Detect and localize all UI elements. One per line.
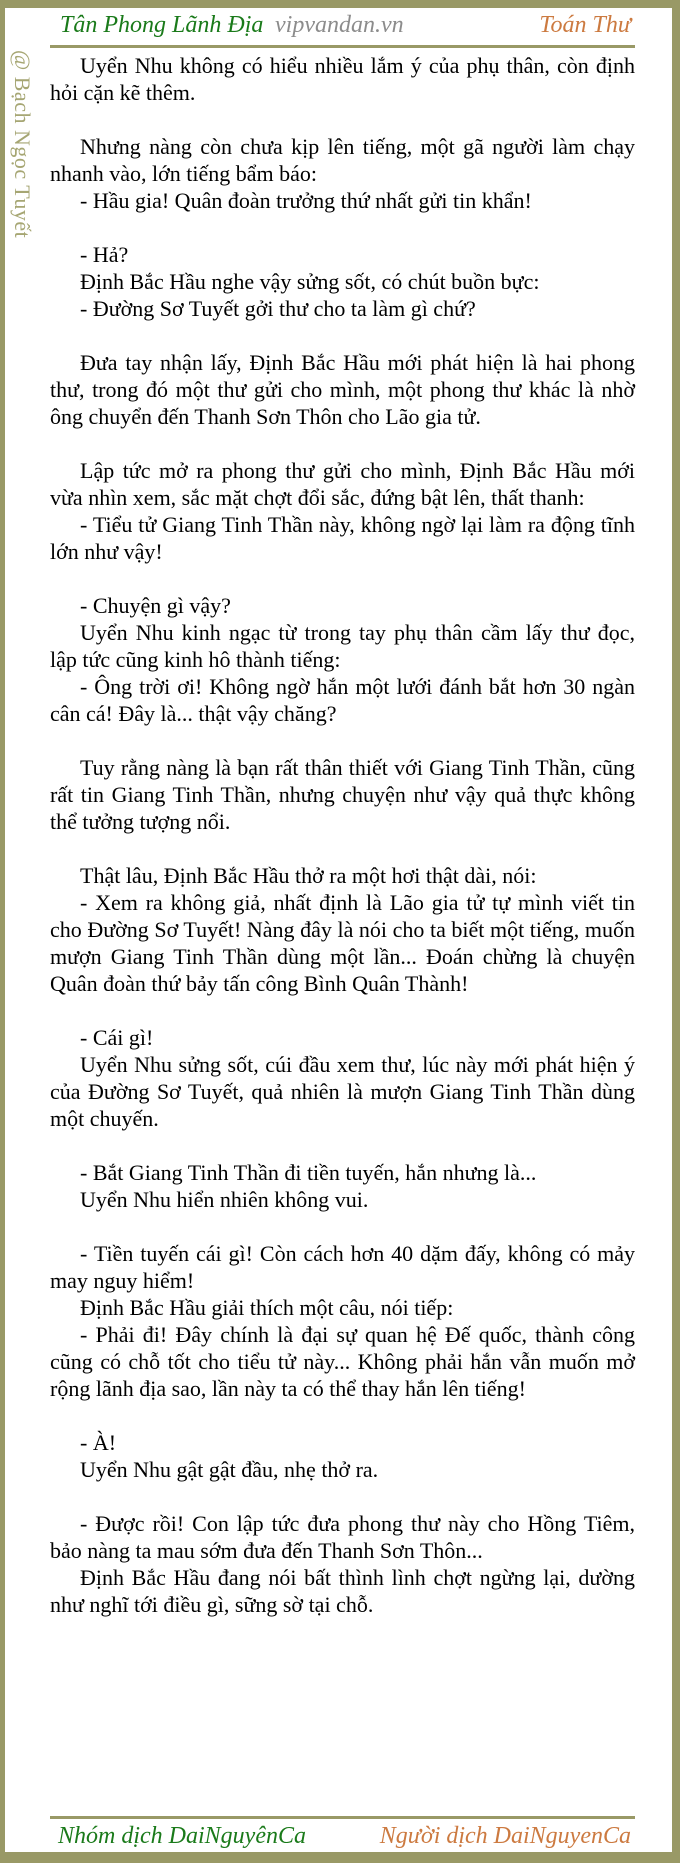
paragraph: Uyển Nhu kinh ngạc từ trong tay phụ thân cầm lấy thư đọc, lập tức cũng kinh hô thành tiếng:: [50, 620, 635, 672]
translator-name: Người dịch DaiNguyenCa: [379, 1823, 631, 1849]
paragraph: Đưa tay nhận lấy, Định Bắc Hầu mới phát hiện là hai phong thư, trong đó một thư gửi cho mình, một phong thư khác là nhờ ông chuyển đến Thanh Sơn Thôn cho Lão gia tử.: [50, 350, 635, 429]
paragraph: Uyển Nhu sửng sốt, cúi đầu xem thư, lúc này mới phát hiện ý của Đường Sơ Tuyết, quả nhiên là mượn Giang Tinh Thần dùng một chuyến.: [50, 1052, 635, 1131]
paragraph-gap: [50, 106, 635, 133]
paragraph: - Tiền tuyến cái gì! Còn cách hơn 40 dặm đấy, không có mảy may nguy hiểm!: [50, 1241, 635, 1293]
paragraph-gap: [50, 1213, 635, 1240]
paragraph: - Cái gì!: [80, 1025, 154, 1050]
paragraph: Nhưng nàng còn chưa kịp lên tiếng, một gã người làm chạy nhanh vào, lớn tiếng bẩm báo:: [50, 134, 635, 186]
paragraph-gap: [50, 1132, 635, 1159]
paragraph-gap: [50, 214, 635, 241]
page-footer: [50, 1816, 635, 1863]
book-title: Tân Phong Lãnh Địa: [60, 12, 264, 38]
paragraph: Uyển Nhu hiển nhiên không vui.: [80, 1187, 369, 1212]
author-name: Toán Thư: [539, 12, 631, 38]
paragraph-gap: [50, 727, 635, 754]
paragraph: - Phải đi! Đây chính là đại sự quan hệ Đế quốc, thành công cũng có chỗ tốt cho tiểu tử này... Không phải hắn vẫn muốn mở rộng lãnh địa sao, lần này ta có thể thay hắn lên tiếng!: [50, 1322, 635, 1401]
paragraph-gap: [50, 1483, 635, 1510]
paragraph: Tuy rằng nàng là bạn rất thân thiết với Giang Tinh Thần, cũng rất tin Giang Tinh Thần, nhưng chuyện như vậy quả thực không thể tưởng tượng nổi.: [50, 755, 635, 834]
page: [5, 8, 672, 1852]
paragraph: Lập tức mở ra phong thư gửi cho mình, Định Bắc Hầu mới vừa nhìn xem, sắc mặt chợt đổi sắc, đứng bật lên, thất thanh:: [50, 458, 635, 510]
paragraph: - Hả?: [80, 242, 129, 267]
paragraph: Uyển Nhu gật gật đầu, nhẹ thở ra.: [80, 1457, 379, 1482]
translation-group: Nhóm dịch DaiNguyênCa: [58, 1823, 306, 1849]
paragraph: Thật lâu, Định Bắc Hầu thở ra một hơi thật dài, nói:: [80, 863, 537, 888]
paragraph: - Ông trời ơi! Không ngờ hắn một lưới đánh bắt hơn 30 ngàn cân cá! Đây là... thật vậy chăng?: [50, 674, 635, 726]
paragraph: - Được rồi! Con lập tức đưa phong thư này cho Hồng Tiêm, bảo nàng ta mau sớm đưa đến Thanh Sơn Thôn...: [50, 1511, 635, 1563]
paragraph: - À!: [80, 1430, 117, 1455]
paragraph: Định Bắc Hầu giải thích một câu, nói tiếp:: [80, 1295, 454, 1320]
paragraph-gap: [50, 997, 635, 1024]
chapter-text: [50, 52, 635, 1618]
paragraph-gap: [50, 835, 635, 862]
paragraph: - Hầu gia! Quân đoàn trưởng thứ nhất gửi tin khẩn!: [80, 188, 532, 213]
paragraph: Định Bắc Hầu đang nói bất thình lình chợt ngừng lại, dường như nghĩ tới điều gì, sững sờ tại chỗ.: [50, 1565, 635, 1617]
page-header: [50, 8, 635, 48]
watermark: @ Bạch Ngọc Tuyết: [10, 50, 35, 239]
paragraph: Định Bắc Hầu nghe vậy sửng sốt, có chút buồn bực:: [80, 269, 540, 294]
paragraph: - Chuyện gì vậy?: [80, 593, 231, 618]
site-name: vipvandan.vn: [275, 12, 404, 38]
paragraph-gap: [50, 322, 635, 349]
paragraph-gap: [50, 430, 635, 457]
paragraph-gap: [50, 565, 635, 592]
paragraph: Uyển Nhu không có hiểu nhiều lắm ý của phụ thân, còn định hỏi cặn kẽ thêm.: [50, 53, 635, 105]
paragraph: - Xem ra không giả, nhất định là Lão gia tử tự mình viết tin cho Đường Sơ Tuyết! Nàng đây là nói cho ta biết một tiếng, muốn mượn Giang Tinh Thần dùng một lần... Đoán chừng là chuyện Quân đoàn thứ bảy tấn công Bình Quân Thành!: [50, 890, 635, 996]
paragraph: - Tiểu tử Giang Tinh Thần này, không ngờ lại làm ra động tĩnh lớn như vậy!: [50, 512, 635, 564]
paragraph: - Bắt Giang Tinh Thần đi tiền tuyến, hắn nhưng là...: [80, 1160, 537, 1185]
paragraph: - Đường Sơ Tuyết gởi thư cho ta làm gì chứ?: [80, 296, 476, 321]
paragraph-gap: [50, 1402, 635, 1429]
